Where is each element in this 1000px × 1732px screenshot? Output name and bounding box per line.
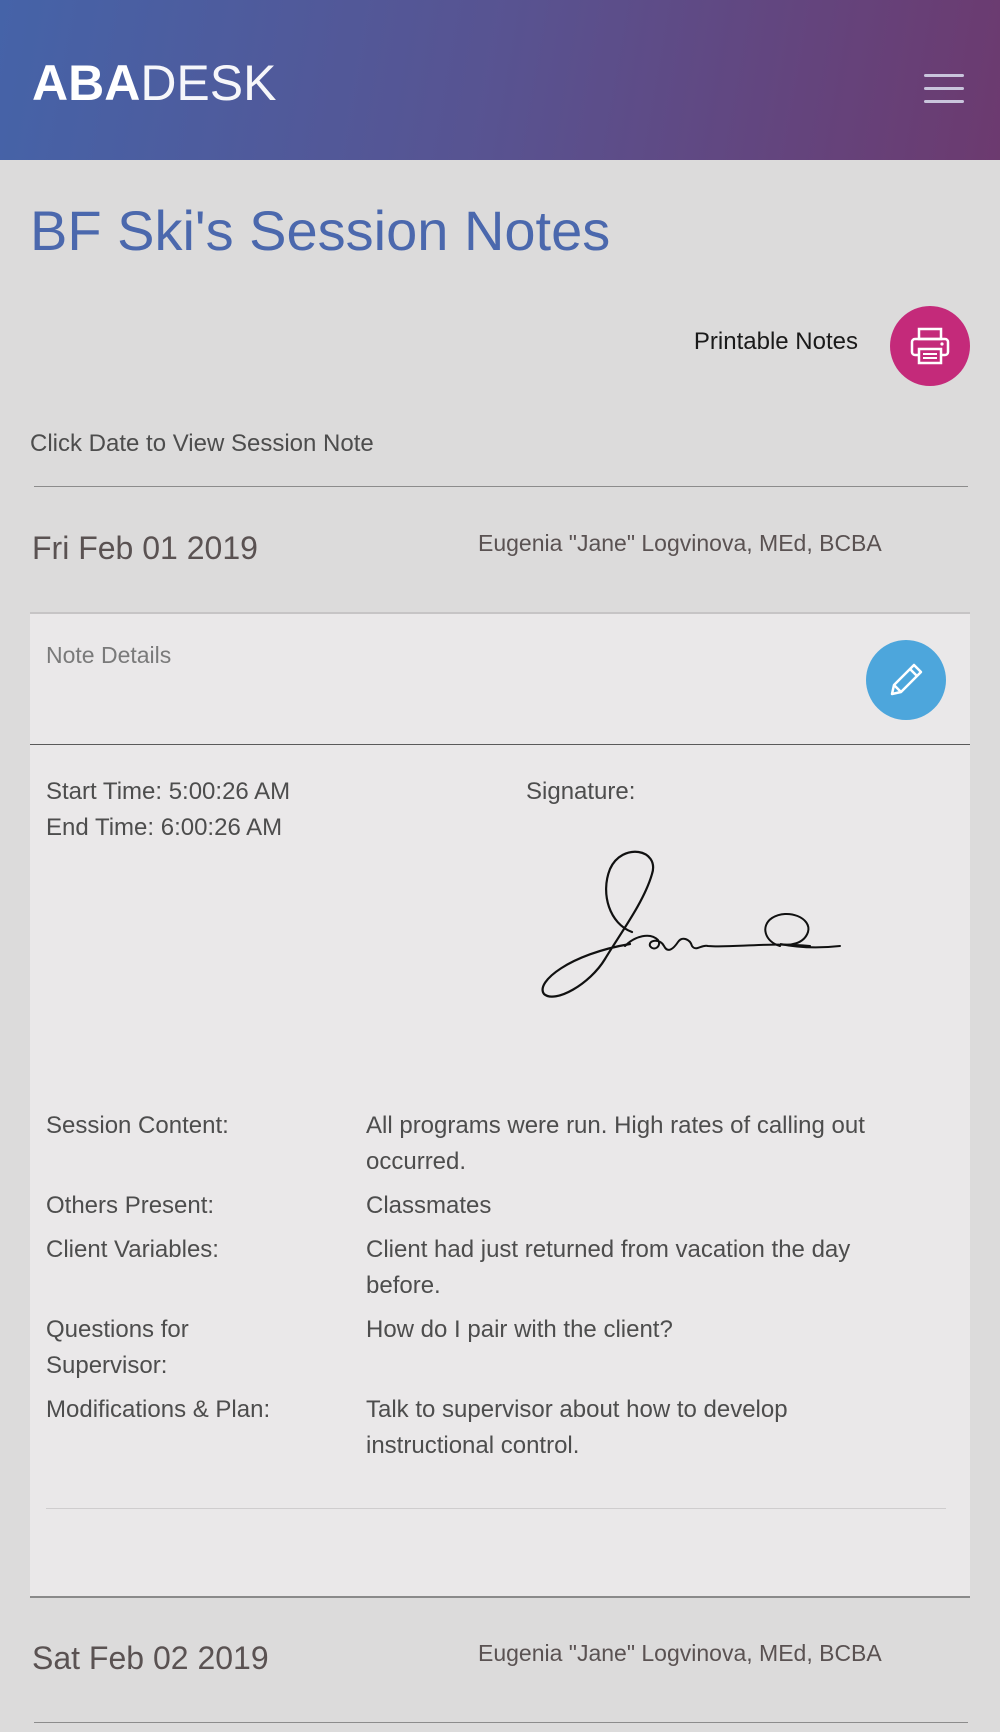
divider <box>34 486 968 487</box>
card-divider <box>30 744 970 745</box>
menu-bar <box>924 87 964 90</box>
edit-note-button[interactable] <box>866 640 946 720</box>
logo-light-text: DESK <box>140 55 277 111</box>
session-date[interactable]: Fri Feb 01 2019 <box>32 530 258 566</box>
menu-bar <box>924 100 964 103</box>
logo-bold-text: ABA <box>32 55 141 111</box>
session-content-label: Session Content: <box>46 1112 229 1139</box>
note-details-card <box>30 612 970 1598</box>
app-header <box>0 0 1000 160</box>
others-present-label: Others Present: <box>46 1192 215 1219</box>
questions-supervisor-value: How do I pair with the client? <box>366 1316 673 1343</box>
divider <box>34 1722 968 1723</box>
modifications-plan-value: Talk to supervisor about how to develop instructional control. <box>366 1396 788 1459</box>
signature-label: Signature: <box>526 778 636 805</box>
client-variables-value: Client had just returned from vacation the day before. <box>366 1236 851 1299</box>
note-details-label: Note Details <box>46 642 172 668</box>
abadesk-logo[interactable] <box>32 55 277 111</box>
others-present-value: Classmates <box>366 1192 492 1219</box>
session-author: Eugenia "Jane" Logvinova, MEd, BCBA <box>478 1640 882 1666</box>
menu-bar <box>924 74 964 77</box>
client-variables-label: Client Variables: <box>46 1236 219 1263</box>
click-date-hint: Click Date to View Session Note <box>30 430 374 457</box>
session-author: Eugenia "Jane" Logvinova, MEd, BCBA <box>478 530 882 556</box>
printer-icon <box>910 327 950 365</box>
session-row[interactable] <box>0 1630 1000 1690</box>
questions-supervisor-label: Questions for Supervisor: <box>46 1316 189 1379</box>
hamburger-menu-icon[interactable] <box>924 74 964 104</box>
printable-notes-label: Printable Notes <box>693 328 858 355</box>
end-time: End Time: 6:00:26 AM <box>46 814 283 841</box>
pencil-icon <box>884 658 928 702</box>
signature-image <box>540 844 860 1024</box>
session-date[interactable]: Sat Feb 02 2019 <box>32 1640 269 1676</box>
page-title: BF Ski's Session Notes <box>30 199 611 262</box>
start-time: Start Time: 5:00:26 AM <box>46 778 291 805</box>
session-content-value: All programs were run. High rates of calling out occurred. <box>366 1112 865 1175</box>
modifications-plan-label: Modifications & Plan: <box>46 1396 271 1423</box>
inner-divider <box>46 1508 946 1509</box>
session-row[interactable] <box>0 520 1000 580</box>
print-button[interactable] <box>890 306 970 386</box>
